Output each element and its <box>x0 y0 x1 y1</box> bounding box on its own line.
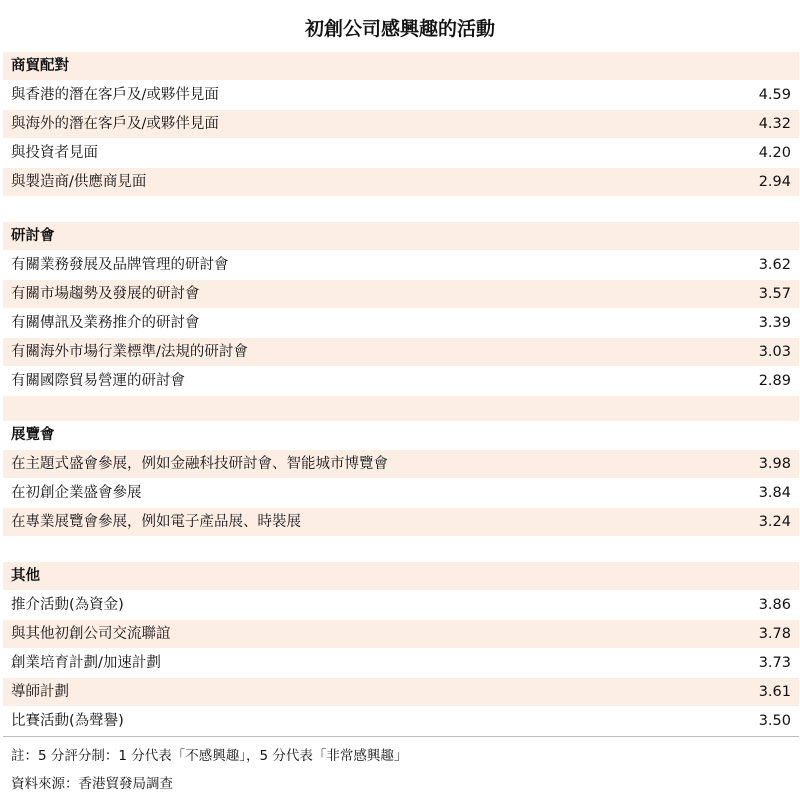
table-row <box>3 591 799 620</box>
table-row <box>3 508 799 537</box>
table-row <box>3 367 799 396</box>
row-score: 3.78 <box>758 626 791 642</box>
row-score: 4.20 <box>758 145 791 161</box>
row-score: 3.39 <box>758 315 791 331</box>
row-score: 3.62 <box>758 257 791 273</box>
row-score: 3.98 <box>758 456 791 472</box>
section-heading-exhibitions: 展覽會 <box>3 421 799 450</box>
table-row <box>3 707 799 736</box>
row-label: 與海外的潛在客戶及/或夥伴見面 <box>11 116 219 132</box>
row-score: 3.61 <box>758 684 791 700</box>
row-score: 2.94 <box>758 174 791 190</box>
row-label: 有關國際貿易營運的研討會 <box>11 373 185 389</box>
row-score: 3.24 <box>758 514 791 530</box>
table-row <box>3 479 799 508</box>
row-score: 3.84 <box>758 485 791 501</box>
section-heading-others: 其他 <box>3 562 799 591</box>
table-row <box>3 338 799 367</box>
row-score: 4.32 <box>758 116 791 132</box>
table-bottom-rule <box>3 736 799 737</box>
row-label: 推介活動(為資金) <box>11 597 124 613</box>
row-label: 有關業務發展及品牌管理的研討會 <box>11 257 229 273</box>
row-label: 在專業展覽會參展，例如電子產品展、時裝展 <box>11 514 301 530</box>
section-heading-seminars: 研討會 <box>3 222 799 251</box>
section-spacer <box>3 197 799 222</box>
section-spacer <box>3 396 799 421</box>
activities-table <box>3 52 799 737</box>
table-row <box>3 649 799 678</box>
row-score: 3.73 <box>758 655 791 671</box>
row-score: 3.86 <box>758 597 791 613</box>
page-title: 初創公司感興趣的活動 <box>304 18 495 40</box>
row-label: 有關海外市場行業標準/法規的研討會 <box>11 344 248 360</box>
row-label: 有關傳訊及業務推介的研討會 <box>11 315 200 331</box>
scale-note: 註：5 分評分制：1 分代表「不感興趣」，5 分代表「非常感興趣」 <box>11 748 408 764</box>
row-label: 在主題式盛會參展，例如金融科技研討會、智能城市博覽會 <box>11 456 388 472</box>
table-row <box>3 139 799 168</box>
source-note: 資料來源：香港貿發局調查 <box>11 776 173 792</box>
row-label: 創業培育計劃/加速計劃 <box>11 655 161 671</box>
table-row <box>3 168 799 197</box>
section-heading-trade-matching: 商貿配對 <box>3 52 799 81</box>
section-spacer <box>3 537 799 562</box>
table-row <box>3 280 799 309</box>
table-row <box>3 450 799 479</box>
row-label: 與投資者見面 <box>11 145 98 161</box>
row-score: 3.03 <box>758 344 791 360</box>
row-score: 3.57 <box>758 286 791 302</box>
row-label: 與其他初創公司交流聯誼 <box>11 626 171 642</box>
row-label: 與製造商/供應商見面 <box>11 174 147 190</box>
row-score: 2.89 <box>758 373 791 389</box>
table-row <box>3 251 799 280</box>
table-row <box>3 110 799 139</box>
table-row <box>3 309 799 338</box>
row-label: 有關市場趨勢及發展的研討會 <box>11 286 200 302</box>
row-score: 4.59 <box>758 87 791 103</box>
row-label: 比賽活動(為聲譽) <box>11 713 124 729</box>
row-label: 導師計劃 <box>11 684 69 700</box>
table-row <box>3 678 799 707</box>
row-score: 3.50 <box>758 713 791 729</box>
row-label: 與香港的潛在客戶及/或夥伴見面 <box>11 87 219 103</box>
table-row <box>3 620 799 649</box>
row-label: 在初創企業盛會參展 <box>11 485 142 501</box>
table-row <box>3 81 799 110</box>
